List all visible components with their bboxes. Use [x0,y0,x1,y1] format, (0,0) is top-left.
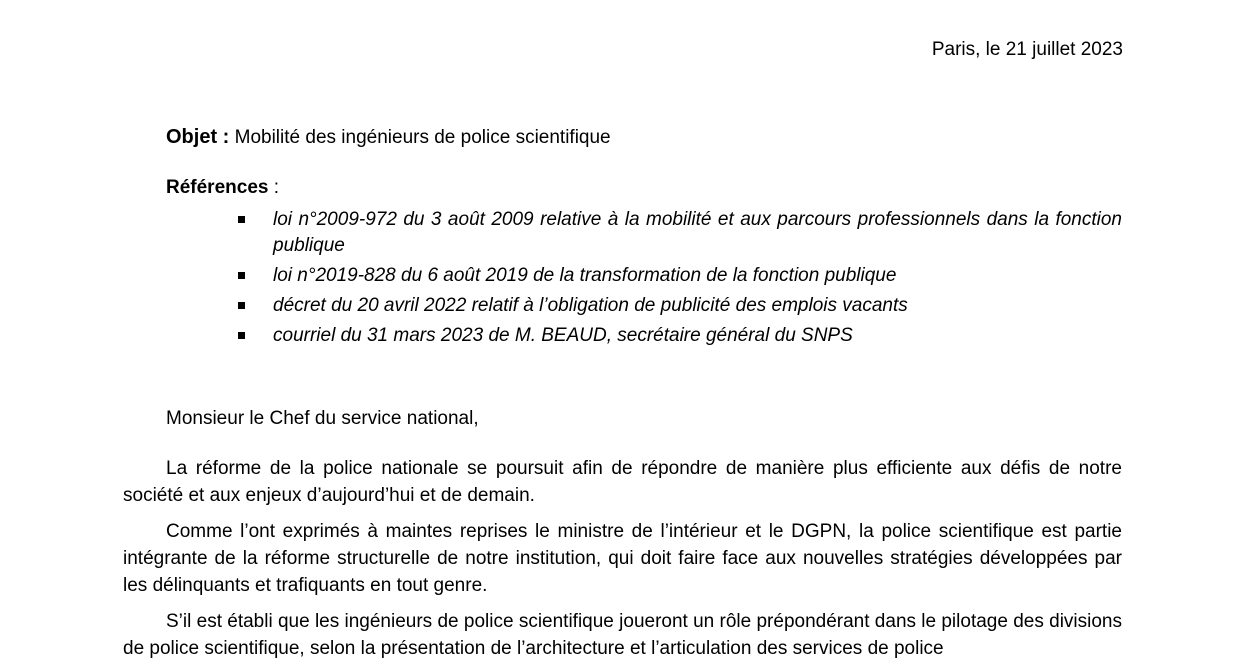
objet-line [166,124,611,151]
reference-text: loi n°2009-972 du 3 août 2009 relative à la mobilité et aux parcours professionnels dans la fonction publique [273,209,1122,256]
square-bullet-icon [238,216,245,223]
references-heading [166,174,279,201]
body-paragraph: Comme l’ont exprimés à maintes reprises le ministre de l’intérieur et le DGPN, la police scientifique est partie intégrante de la réforme structurelle de notre institution, qui doit faire face aux nouvelles stratégies développées par les délinquants et trafiquants en tout genre. [123,521,1122,596]
objet-text: Mobilité des ingénieurs de police scientifique [234,127,611,148]
reference-text: courriel du 31 mars 2023 de M. BEAUD, secrétaire général du SNPS [273,325,853,346]
references-list [238,207,1122,353]
reference-item [238,293,1122,319]
reference-text: décret du 20 avril 2022 relatif à l’obligation de publicité des emplois vacants [273,295,908,316]
date-line: Paris, le 21 juillet 2023 [931,39,1123,60]
body-paragraph: La réforme de la police nationale se poursuit afin de répondre de manière plus efficiente aux défis de notre société et aux enjeux d’aujourd’hui et de demain. [123,458,1122,506]
salutation: Monsieur le Chef du service national, [166,408,479,429]
reference-item [238,323,1122,349]
square-bullet-icon [238,272,245,279]
objet-label: Objet : [166,126,230,148]
square-bullet-icon [238,332,245,339]
reference-item [238,263,1122,289]
reference-text: loi n°2019-828 du 6 août 2019 de la transformation de la fonction publique [273,265,897,286]
references-colon: : [268,177,280,198]
references-label: Références [166,177,269,198]
body-paragraph: S’il est établi que les ingénieurs de police scientifique joueront un rôle prépondérant dans le pilotage des divisions de police scientifique, selon la présentation de l’architecture et l’articulation des services de police [123,611,1122,659]
reference-item [238,207,1122,259]
letter-body [123,455,1122,671]
square-bullet-icon [238,302,245,309]
